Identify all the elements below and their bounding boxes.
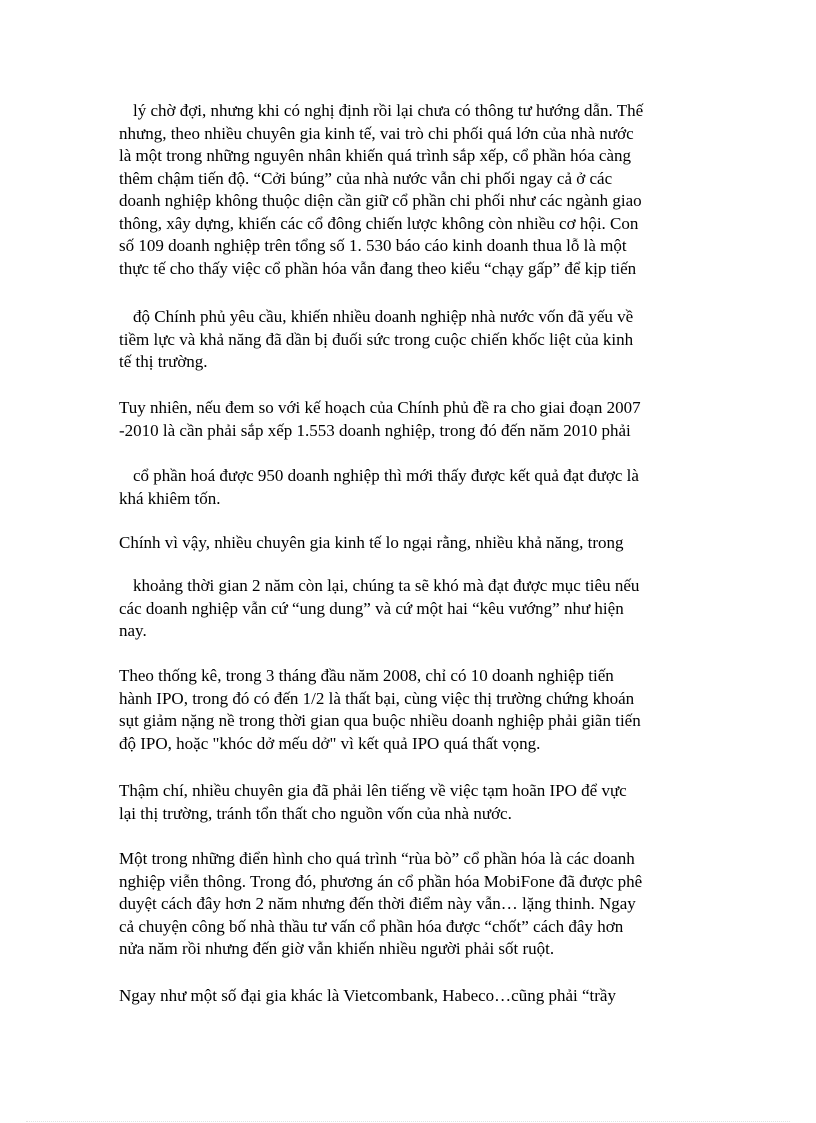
text-line: duyệt cách đây hơn 2 năm nhưng đến thời điểm này vẫn… lặng thinh. Ngay	[119, 894, 636, 913]
text-line: thêm chậm tiến độ. “Cởi búng” của nhà nước vẫn chi phối ngay cả ở các	[119, 168, 613, 188]
text-line: nay.	[119, 621, 147, 640]
paragraph-8	[119, 780, 699, 825]
paragraph-4	[119, 465, 699, 510]
text-line: khoảng thời gian 2 năm còn lại, chúng ta sẽ khó mà đạt được mục tiêu nếu	[133, 576, 640, 595]
text-line: nhưng, theo nhiều chuyên gia kinh tế, vai trò chi phối quá lớn của nhà nước	[119, 123, 634, 143]
paragraph-5	[119, 532, 699, 555]
text-line: sụt giảm nặng nề trong thời gian qua buộc nhiều doanh nghiệp phải giãn tiến	[119, 711, 641, 730]
text-line: Ngay như một số đại gia khác là Vietcombank, Habeco…cũng phải “trầy	[119, 986, 616, 1005]
paragraph-6	[119, 575, 699, 643]
paragraph-3	[119, 397, 699, 442]
text-line: độ IPO, hoặc "khóc dở mếu dở" vì kết quả IPO quá thất vọng.	[119, 733, 541, 753]
paragraph-1	[119, 100, 699, 280]
text-line: cả chuyện công bố nhà thầu tư vấn cổ phần hóa được “chốt” cách đây hơn	[119, 916, 624, 936]
text-line: là một trong những nguyên nhân khiến quá trình sắp xếp, cổ phần hóa càng	[119, 146, 632, 165]
text-line: Theo thống kê, trong 3 tháng đầu năm 2008, chỉ có 10 doanh nghiệp tiến	[119, 666, 614, 685]
text-line: tế thị trường.	[119, 352, 208, 371]
text-line: Một trong những điển hình cho quá trình “rùa bò” cổ phần hóa là các doanh	[119, 849, 635, 868]
text-line: cổ phần hoá được 950 doanh nghiệp thì mới thấy được kết quả đạt được là	[133, 466, 639, 485]
text-line: nghiệp viễn thông. Trong đó, phương án cổ phần hóa MobiFone đã được phê	[119, 871, 643, 891]
text-line: Thậm chí, nhiều chuyên gia đã phải lên tiếng về việc tạm hoãn IPO để vực	[119, 781, 627, 800]
text-line: Chính vì vậy, nhiều chuyên gia kinh tế lo ngại rằng, nhiều khả năng, trong	[119, 533, 624, 552]
text-line: lý chờ đợi, nhưng khi có nghị định rồi lại chưa có thông tư hướng dẫn. Thế	[133, 101, 644, 120]
text-line: doanh nghiệp không thuộc diện cần giữ cổ phần chi phối như các ngành giao	[119, 191, 642, 210]
text-line: nửa năm rồi nhưng đến giờ vẫn khiến nhiều người phải sốt ruột.	[119, 939, 555, 958]
text-line: số 109 doanh nghiệp trên tổng số 1. 530 báo cáo kinh doanh thua lỗ là một	[119, 236, 627, 255]
paragraph-9	[119, 848, 699, 961]
paragraph-7	[119, 665, 699, 755]
text-line: hành IPO, trong đó có đến 1/2 là thất bại, cùng việc thị trường chứng khoán	[119, 688, 635, 708]
paragraph-2	[119, 306, 699, 374]
page-bottom-divider	[26, 1121, 790, 1122]
text-line: độ Chính phủ yêu cầu, khiến nhiều doanh nghiệp nhà nước vốn đã yếu về	[133, 307, 634, 326]
text-line: các doanh nghiệp vẫn cứ “ung dung” và cứ một hai “kêu vướng” như hiện	[119, 598, 624, 618]
text-line: Tuy nhiên, nếu đem so với kế hoạch của Chính phủ đề ra cho giai đoạn 2007	[119, 398, 641, 417]
text-line: thông, xây dựng, khiến các cổ đông chiến lược không còn nhiều cơ hội. Con	[119, 213, 639, 233]
text-line: khá khiêm tốn.	[119, 488, 221, 508]
text-line: thực tế cho thấy việc cổ phần hóa vẫn đang theo kiểu “chạy gấp” để kịp tiến	[119, 258, 637, 278]
text-line: lại thị trường, tránh tổn thất cho nguồn vốn của nhà nước.	[119, 803, 512, 823]
paragraph-10	[119, 985, 699, 1008]
text-line: -2010 là cần phải sắp xếp 1.553 doanh nghiệp, trong đó đến năm 2010 phải	[119, 420, 631, 440]
text-line: tiềm lực và khả năng đã dần bị đuối sức trong cuộc chiến khốc liệt của kinh	[119, 329, 634, 349]
